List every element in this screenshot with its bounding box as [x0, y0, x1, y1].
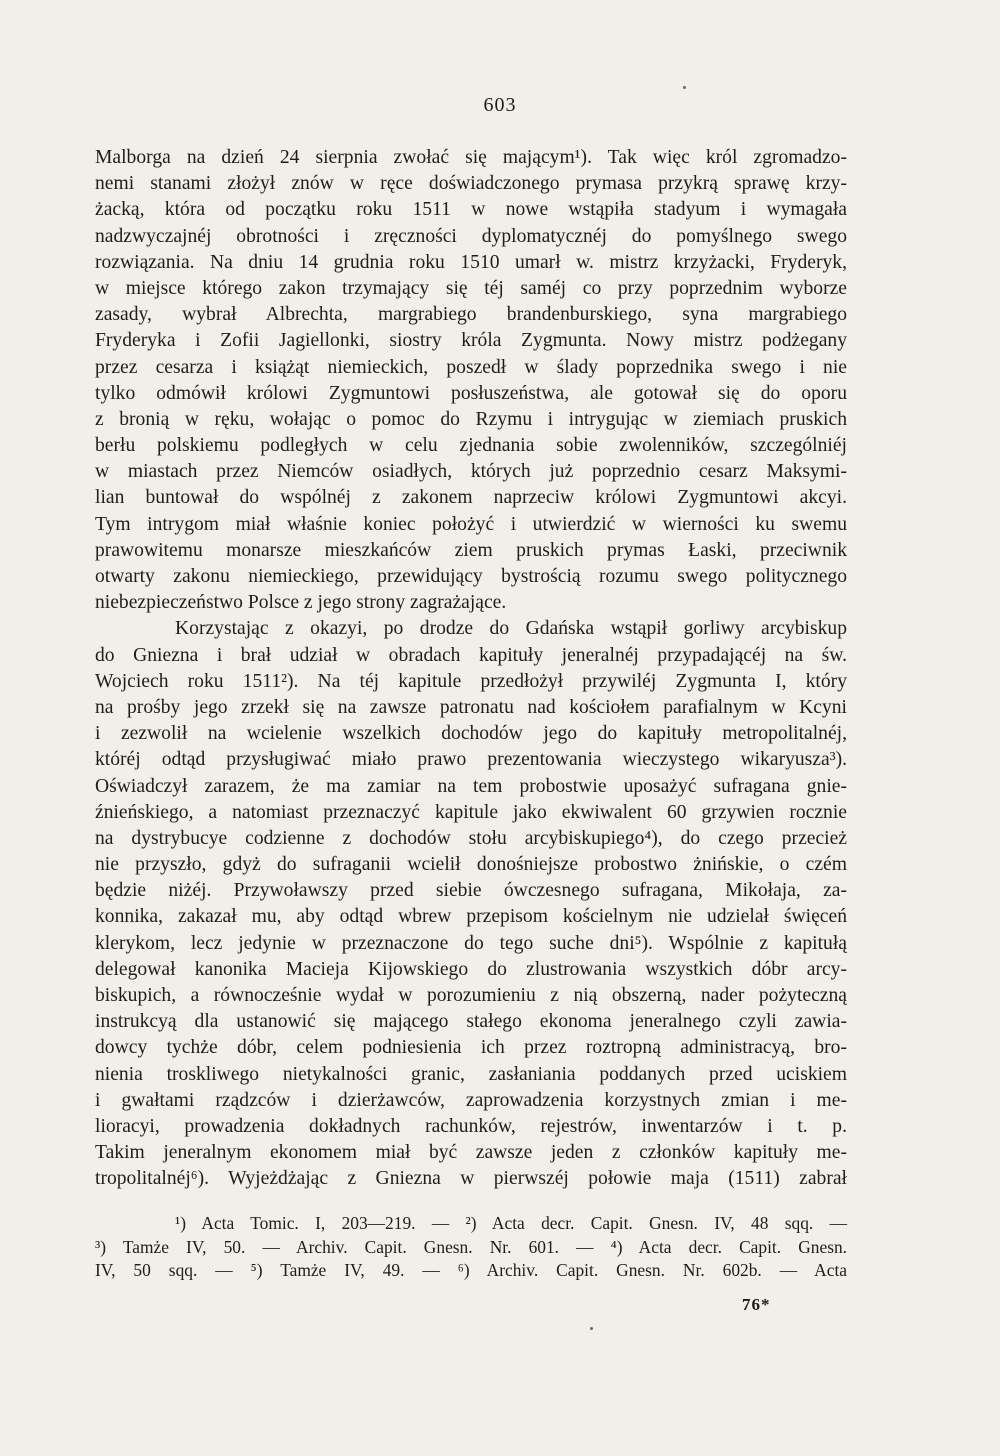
- footnote-line: ³) Tamże IV, 50. — Archiv. Capit. Gnesn. Nr. 601. — ⁴) Acta decr. Capit. Gnesn.: [95, 1236, 847, 1257]
- text-line: na prośby jego zrzekł się na zawsze patronatu nad kościołem parafialnym w Kcyni: [95, 696, 847, 718]
- text-line: nienia troskliwego nietykalności granic, zasłaniania poddanych przed uciskiem: [95, 1063, 847, 1085]
- main-text: [95, 145, 847, 1193]
- text-line: nie przyszło, gdyż do sufraganii wcielił donośniejsze probostwo żnińskie, o czém: [95, 854, 847, 876]
- text-line: któréj odtąd przysługiwać miało prawo prezentowania wieczystego wikaryusza³).: [95, 749, 847, 771]
- text-line: Tym intrygom miał właśnie koniec położyć i utwierdzić w wierności ku swemu: [95, 513, 847, 535]
- text-line: Takim jeneralnym ekonomem miał być zawsze jeden z członków kapituły me-: [95, 1142, 847, 1164]
- page-number: 603: [483, 94, 517, 116]
- text-line: przez cesarza i książąt niemieckich, poszedł w ślady poprzednika swego i nie: [95, 356, 847, 378]
- text-line: lioracyi, prowadzenia dokładnych rachunków, rejestrów, inwentarzów i t. p.: [95, 1115, 847, 1137]
- footnote-line: ¹) Acta Tomic. I, 203—219. — ²) Acta decr. Capit. Gnesn. IV, 48 sqq. —: [175, 1213, 847, 1233]
- text-line: w miastach przez Niemców osiadłych, których już poprzednio cesarz Maksymi-: [95, 461, 847, 483]
- paragraph-end-line: niebezpieczeństwo Polsce z jego strony zagrażające.: [95, 592, 507, 614]
- text-line: tylko odmówił królowi Zygmuntowi posłuszeństwa, ale gotował się do oporu: [95, 382, 847, 404]
- paper-speck: [683, 86, 686, 89]
- text-line: Fryderyka i Zofii Jagiellonki, siostry króla Zygmunta. Nowy mistrz podżegany: [95, 330, 847, 352]
- text-line: prawowitemu monarsze mieszkańców ziem pruskich prymas Łaski, przeciwnik: [95, 539, 847, 561]
- text-line: klerykom, lecz jedynie w przeznaczone do tego suche dni⁵). Wspólnie z kapitułą: [95, 932, 847, 954]
- text-line: instrukcyą dla ustanowić się mającego stałego ekonoma jeneralnego czyli zawia-: [95, 1011, 847, 1033]
- text-line: konnika, zakazał mu, aby odtąd wbrew przepisom kościelnym nie udzielał święceń: [95, 906, 847, 928]
- text-line: nemi stanami złożył znów w ręce doświadczonego prymasa przykrą sprawę krzy-: [95, 173, 847, 195]
- text-line: lian buntował do wspólnéj z zakonem naprzeciw królowi Zygmuntowi akcyi.: [95, 487, 847, 509]
- text-line: delegował kanonika Macieja Kijowskiego do zlustrowania wszystkich dóbr arcy-: [95, 958, 847, 980]
- text-line: na dystrybucye codzienne z dochodów stołu arcybiskupiego⁴), do czego przecież: [95, 827, 847, 849]
- footnote-line: IV, 50 sqq. — ⁵) Tamże IV, 49. — ⁶) Archiv. Capit. Gnesn. Nr. 602b. — Acta: [95, 1260, 847, 1280]
- text-line: nadzwyczajnéj obrotności i zręczności dyplomatycznéj do pomyślnego swego: [95, 225, 847, 247]
- text-line: zasady, wybrał Albrechta, margrabiego brandenburskiego, syna margrabiego: [95, 304, 847, 326]
- text-line: do Gniezna i brał udział w obradach kapituły jeneralnéj przypadającéj na św.: [95, 644, 847, 666]
- text-line: tropolitalnéj⁶). Wyjeżdżając z Gniezna w pierwszéj połowie maja (1511) zabrał: [95, 1168, 847, 1190]
- text-line: Oświadczył zarazem, że ma zamiar na tem probostwie uposażyć sufragana gnie-: [95, 775, 847, 797]
- footnotes: [95, 1212, 847, 1283]
- text-line: otwarty zakonu niemieckiego, przewidujący bystrością rozumu swego politycznego: [95, 566, 847, 587]
- text-line: dowcy tychże dóbr, celem podniesienia ich przez roztropną administracyą, bro-: [95, 1037, 847, 1059]
- text-line: z bronią w ręku, wołając o pomoc do Rzymu i intrygując w ziemiach pruskich: [95, 408, 847, 430]
- text-line: berłu polskiemu podległych w celu zjednania sobie zwolenników, szczególniéj: [95, 435, 847, 457]
- text-line: Wojciech roku 1511²). Na téj kapitule przedłożył przywiléj Zygmunta I, który: [95, 670, 847, 692]
- text-line: biskupich, a równocześnie wydał w porozumieniu z nią obszerną, nader pożyteczną: [95, 985, 847, 1006]
- text-line: źnieńskiego, a natomiast przeznaczyć kapitule jako ekwiwalent 60 grzywien rocznie: [95, 801, 847, 823]
- text-line: rozwiązania. Na dniu 14 grudnia roku 1510 umarł w. mistrz krzyżacki, Fryderyk,: [95, 251, 847, 273]
- text-line: w miejsce którego zakon trzymający się téj saméj co przy poprzednim wyborze: [95, 277, 847, 299]
- paper-speck: [590, 1327, 593, 1330]
- text-line: żacką, która od początku roku 1511 w nowe wstąpiła stadyum i wymagała: [95, 199, 847, 221]
- paragraph-start-line: Korzystając z okazyi, po drodze do Gdańska wstąpił gorliwy arcybiskup: [175, 618, 847, 640]
- text-line: i gwałtami rządzców i dzierżawców, zaprowadzenia korzystnych zmian i me-: [95, 1089, 847, 1111]
- text-line: będzie niżéj. Przywoławszy przed siebie ówczesnego sufragana, Mikołaja, za-: [95, 880, 847, 902]
- text-line: Malborga na dzień 24 sierpnia zwołać się mającym¹). Tak więc król zgromadzo-: [95, 147, 847, 168]
- printer-signature: 76*: [742, 1295, 771, 1314]
- text-line: i zezwolił na wcielenie wszelkich dochodów jego do kapituły metropolitalnéj,: [95, 723, 847, 745]
